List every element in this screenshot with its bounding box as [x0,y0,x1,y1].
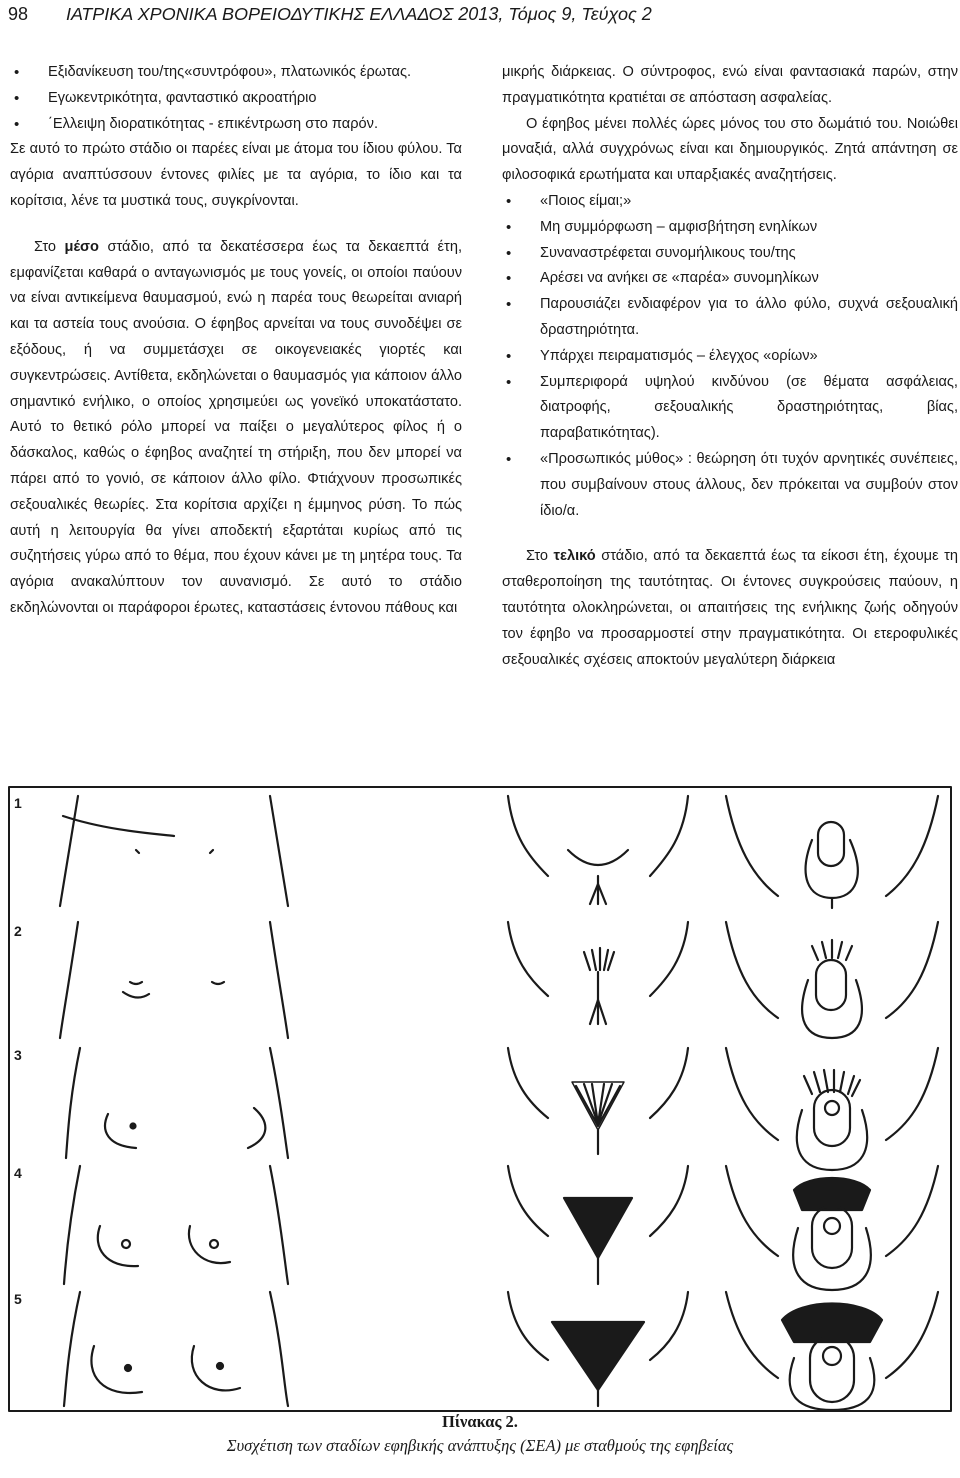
female-pubic-stage-2-drawing [508,922,688,1024]
female-pubic-stage-1-drawing [508,796,688,904]
page-number: 98 [8,4,29,24]
stage-label-3: 3 [14,1047,22,1063]
caption-text: Συσχέτιση των σταδίων εφηβικής ανάπτυξης (ΣΕΑ) με σταθμούς της εφηβείας [226,1436,734,1455]
tanner-stages-figure [8,786,952,1412]
stage-label-2: 2 [14,923,22,939]
list-item: • Συναναστρέφεται συνομήλικους του/της [502,241,958,267]
paragraph-early-stage: Σε αυτό το πρώτο στάδιο οι παρέες είναι με άτομα του ίδιου φύλου. Τα αγόρια αναπτύσσουν έντονες φιλίες με τα αγόρια, το ίδιο και τα κορίτσια, λένε τα μυστικά τους, συγκρίνονται. [10,141,462,209]
breast-stage-4-drawing [64,1166,288,1284]
list-item: • Παρουσιάζει ενδιαφέρον για το άλλο φύλο, συχνά σεξουαλική δραστηριότητα. [502,292,958,344]
list-item: • Συμπεριφορά υψηλού κινδύνου (σε θέματα ασφάλειας, διατροφής, σεξουαλικής δραστηριότητας, βίας, παραβατικότητας). [502,370,958,447]
bold-term-middle: μέσο [64,238,99,255]
male-genital-stage-5-drawing [726,1292,938,1410]
right-column [502,60,958,673]
list-item: • Εξιδανίκευση του/της«συντρόφου», πλατωνικός έρωτας. [10,60,462,86]
male-genital-stage-4-drawing [726,1166,938,1290]
page-header [8,4,952,40]
left-column [10,60,462,622]
breast-stage-2-drawing [60,922,288,1038]
right-bullet-list [502,189,958,524]
list-item: • Υπάρχει πειραματισμός – έλεγχος «ορίων» [502,344,958,370]
list-item: • Αρέσει να ανήκει σε «παρέα» συνομηλίκων [502,266,958,292]
left-bullet-list [10,60,462,137]
female-pubic-stage-5-drawing [508,1292,688,1406]
breast-stage-5-drawing [64,1292,288,1406]
male-genital-stage-2-drawing [726,922,938,1038]
caption-title: Πίνακας 2. [442,1412,518,1431]
stage-label-4: 4 [14,1165,22,1181]
paragraph-continued: μικρής διάρκειας. Ο σύντροφος, ενώ είναι φαντασιακά παρών, στην πραγματικότητα κρατιέται σε απόσταση ασφαλείας. [502,64,958,106]
list-item: • ΄Ελλειψη διορατικότητας - επικέντρωση στο παρόν. [10,112,462,138]
paragraph-final-stage: Στο τελικό στάδιο, από τα δεκαεπτά έως τα είκοσι έτη, έχουμε τη σταθεροποίηση της ταυτότητας. Οι έντονες συγκρούσεις παύουν, η ταυτότητα ολοκληρώνεται, οι απαιτήσεις της ενήλικης ζωής οδηγούν τον έφηβο να προσαρμοστεί στην πραγματικότητα. Οι ετεροφυλικές σεξουαλικές σχέσεις αποκτούν μεγαλύτερη διάρκεια [502,548,958,668]
female-pubic-stage-4-drawing [508,1166,688,1284]
list-item: • Εγωκεντρικότητα, φανταστικό ακροατήριο [10,86,462,112]
paragraph-solitude: Ο έφηβος μένει πολλές ώρες μόνος του στο δωμάτιό του. Νοιώθει μοναξιά, αλλά συγχρόνως είναι και δημιουργικός. Ζητά απάντηση σε φιλοσοφικά ερωτήματα και υπαρξιακές αναζητήσεις. [502,115,958,184]
male-genital-stage-3-drawing [726,1048,938,1170]
paragraph-middle-stage: Στο μέσο στάδιο, από τα δεκατέσσερα έως τα δεκαεπτά έτη, εμφανίζεται καθαρά ο ανταγωνισμός με τους γονείς, οι οποίοι παύουν να είναι αντικείμενα θαυμασμού, ενώ η παρέα τους θεωρείται ανιαρή και τα αστεία τους ανούσια. Ο έφηβος αρνείται να τους συνοδέψει σε εξόδους, ή να συμμετάσχει σε οικογενειακές γιορτές και συγκεντρώσεις. Αντίθετα, εκδηλώνεται ο θαυμασμός για κάποιον άλλο σημαντικό ενήλικο, ο οποίος χρησιμεύει ως γονεϊκό υποκατάστατο. Αυτό το θετικό ρόλο μπορεί να παίξει ο μεγαλύτερος φίλος ή ο δάσκαλος, καθώς ο έφηβος αναζητεί τη στήριξη, που δεν μπορεί να πάρει από το γονιό, σε κάποιον άλλο φίλο. Φτιάχνουν προσωπικές σεξουαλικές θεωρίες. Στα κορίτσια αρχίζει η έμμηνος ρύση. Το πώς αυτή η λειτουργία θα γίνει αποδεκτή εξαρτάται κυρίως από τις συζητήσεις γύρω από το θέμα, που έχουν κάνει με τη μητέρα τους. Τα αγόρια ανακαλύπτουν τον αυνανισμό. Σε αυτό το στάδιο εκδηλώνονται οι παράφοροι έρωτες, καταστάσεις έντονου πάθους και [10,238,462,616]
breast-stage-1-drawing [60,796,288,906]
journal-title: ΙΑΤΡΙΚΑ ΧΡΟΝΙΚΑ ΒΟΡΕΙΟΔΥΤΙΚΗΣ ΕΛΛΑΔΟΣ 2013, Τόμος 9, Τεύχος 2 [66,4,652,24]
list-item: • «Προσωπικός μύθος» : θεώρηση ότι τυχόν αρνητικές συνέπειες, που συμβαίνουν στους άλλους, δεν πρόκειται να συμβούν στον ίδιο/α. [502,447,958,524]
list-item: • Μη συμμόρφωση – αμφισβήτηση ενηλίκων [502,215,958,241]
figure-caption [0,1410,960,1458]
stage-label-5: 5 [14,1291,22,1307]
stage-label-1: 1 [14,795,22,811]
list-item: • «Ποιος είμαι;» [502,189,958,215]
bold-term-final: τελικό [553,548,596,565]
female-pubic-stage-3-drawing [508,1048,688,1154]
breast-stage-3-drawing [66,1048,288,1158]
male-genital-stage-1-drawing [726,796,938,908]
